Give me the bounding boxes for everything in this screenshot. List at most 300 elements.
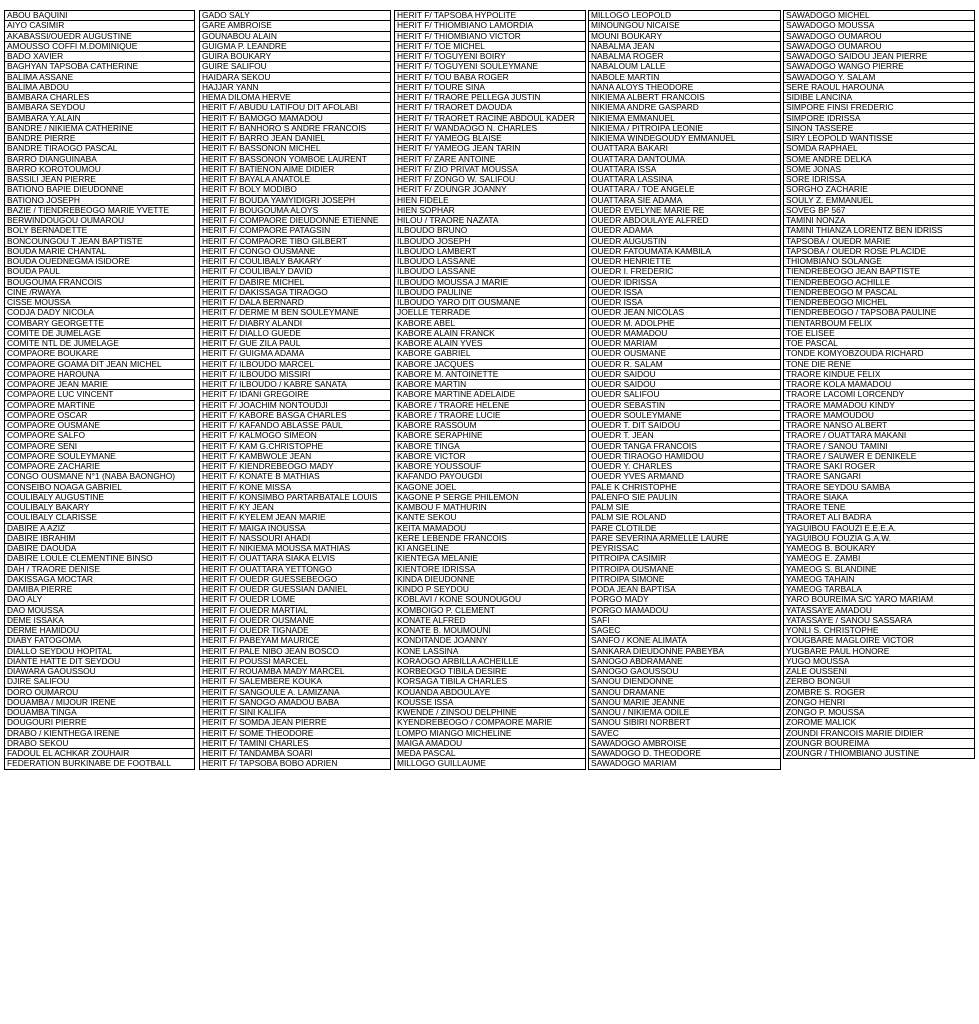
name-cell: ILBOUDO BRUNO: [394, 225, 586, 236]
name-cell: COMITE DE JUMELAGE: [4, 328, 195, 339]
name-cell: YAMEOG S. BLANDINE: [783, 564, 975, 575]
name-cell: CINE /RWAYA: [4, 287, 195, 298]
name-cell: KOMBOIGO P. CLEMENT: [394, 605, 586, 616]
name-cell: HERIT F/ MAIGA INOUSSA: [199, 523, 391, 534]
name-cell: HERIT F/ COMPAORE DIEUDONNE ETIENNE: [199, 215, 391, 226]
name-cell: HERIT F/ TAPSOBA BOBO ADRIEN: [199, 758, 391, 769]
name-cell: HERIT F/ OUEDR TIGNADE: [199, 625, 391, 636]
name-cell: KABORE ABEL: [394, 318, 586, 329]
name-cell: KABORE YOUSSOUF: [394, 461, 586, 472]
name-cell: SAWADOGO MOUSSA: [783, 20, 975, 31]
name-cell: COMPAORE SENI: [4, 441, 195, 452]
name-cell: HERIT F/ JOACHIM NONTOUDJI: [199, 400, 391, 411]
name-cell: YAMEOG TARBALA: [783, 584, 975, 595]
name-cell: COMPAORE JEAN MARIE: [4, 379, 195, 390]
name-cell: HERIT F/ ZARE ANTOINE: [394, 154, 586, 165]
name-cell: ILBOUDO LASSANE: [394, 256, 586, 267]
name-cell: GADO SALY: [199, 10, 391, 21]
name-cell: GUIGMA P. LEANDRE: [199, 41, 391, 52]
name-cell: YAMEOG B. BOUKARY: [783, 543, 975, 554]
name-cell: HERIT F/ KY JEAN: [199, 502, 391, 513]
name-cell: SOMDA RAPHAEL: [783, 143, 975, 154]
name-cell: COMPAORE BOUKARE: [4, 348, 195, 359]
name-cell: SIRY LEOPOLD WANTISSE: [783, 133, 975, 144]
name-cell: OUEDR T. DIT SAIDOU: [588, 420, 781, 431]
name-column-1: [4, 10, 195, 769]
name-cell: KEITA MAMADOU: [394, 523, 586, 534]
name-cell: NABOLE MARTIN: [588, 72, 781, 83]
name-cell: TRAORE MAMOUDOU: [783, 410, 975, 421]
name-cell: SANOU SIBIRI NORBERT: [588, 717, 781, 728]
name-cell: HERIT F/ YAMEOG BLAISE: [394, 133, 586, 144]
name-cell: BARRO KOROTOUMOU: [4, 164, 195, 175]
name-cell: HEMA DILOMA HERVE: [199, 92, 391, 103]
name-cell: HERIT F/ KABORE BASGA CHARLES: [199, 410, 391, 421]
name-cell: HERIT F/ OUEDR GUESSEBEOGO: [199, 574, 391, 585]
name-cell: ZONGO HENRI: [783, 697, 975, 708]
name-cell: TIENDREBEOGO MICHEL: [783, 297, 975, 308]
name-cell: KI ANGELINE: [394, 543, 586, 554]
name-cell: SANOGO ABDRAMANE: [588, 656, 781, 667]
name-cell: HERIT F/ TANDAMBA SOARI: [199, 748, 391, 759]
name-cell: HERIT F/ KONATE B MATHIAS: [199, 471, 391, 482]
name-cell: HERIT F/ BATIENON AIME DIDIER: [199, 164, 391, 175]
name-cell: NIKIEMA EMMANUEL: [588, 113, 781, 124]
name-cell: HERIT F/ SANGOULE A. LAMIZANA: [199, 687, 391, 698]
name-cell: COULIBALY BAKARY: [4, 502, 195, 513]
name-cell: COMITE NTL DE JUMELAGE: [4, 338, 195, 349]
name-cell: KABORE ALAIN FRANCK: [394, 328, 586, 339]
name-cell: DABIRE A AZIZ: [4, 523, 195, 534]
name-cell: TRAORE NANSO ALBERT: [783, 420, 975, 431]
name-cell: COMPAORE HAROUNA: [4, 369, 195, 380]
name-cell: COMPAORE LUC VINCENT: [4, 389, 195, 400]
name-cell: HERIT F/ BOUDA YAMYIDIGRI JOSEPH: [199, 195, 391, 206]
name-cell: HERIT F/ NIKIEMA MOUSSA MATHIAS: [199, 543, 391, 554]
name-cell: HERIT F/ KAMBWOLE JEAN: [199, 451, 391, 462]
name-cell: YONLI S. CHRISTOPHE: [783, 625, 975, 636]
name-cell: KOBLAVI / KONE SOUNOUGOU: [394, 594, 586, 605]
name-cell: SANOU DIENDONNE: [588, 676, 781, 687]
name-cell: HERIT F/ TRAORET RACINE ABDOUL KADER: [394, 113, 586, 124]
name-cell: TRAORET ALI BADRA: [783, 512, 975, 523]
name-cell: SAWADOGO OUMAROU: [783, 41, 975, 52]
name-cell: SIMPORE IDRISSA: [783, 113, 975, 124]
name-cell: KABORE TINGA: [394, 441, 586, 452]
name-cell: NIKIEMA ALBERT FRANCOIS: [588, 92, 781, 103]
name-cell: KANTE SEKOU: [394, 512, 586, 523]
name-cell: COMPAORE SOULEYMANE: [4, 451, 195, 462]
name-cell: DAH / TRAORE DENISE: [4, 564, 195, 575]
name-cell: OUATTARA / TOE ANGELE: [588, 184, 781, 195]
name-cell: KABORE M. ANTOINETTE: [394, 369, 586, 380]
name-cell: HERIT F/ DIABRY ALANDI: [199, 318, 391, 329]
name-cell: HERIT F/ DABIRE MICHEL: [199, 277, 391, 288]
name-cell: PALM SIE: [588, 502, 781, 513]
name-cell: HERIT F/ KONE MISSA: [199, 482, 391, 493]
name-cell: ZOUNDI FRANCOIS MARIE DIDIER: [783, 728, 975, 739]
name-cell: KINDA DIEUDONNE: [394, 574, 586, 585]
name-cell: DOUGOURI PIERRE: [4, 717, 195, 728]
name-cell: HERIT F/ SANOGO AMADOU BABA: [199, 697, 391, 708]
name-cell: KABORE JACQUES: [394, 359, 586, 370]
name-cell: KAGONE JOEL: [394, 482, 586, 493]
name-cell: SOVEG BP 567: [783, 205, 975, 216]
name-cell: AKABASSI/OUEDR AUGUSTINE: [4, 31, 195, 42]
name-cell: OUEDR MARIAM: [588, 338, 781, 349]
name-cell: COULIBALY CLARISSE: [4, 512, 195, 523]
name-cell: THIOMBIANO SOLANGE: [783, 256, 975, 267]
name-cell: KABORE GABRIEL: [394, 348, 586, 359]
name-cell: TAPSOBA / OUEDR ROSE PLACIDE: [783, 246, 975, 257]
name-cell: HERIT F/ BOUGOUMA ALOYS: [199, 205, 391, 216]
name-cell: PEYRISSAC: [588, 543, 781, 554]
name-cell: KWENDE / ZINSOU DELPHINE: [394, 707, 586, 718]
name-cell: YAGUIBOU FOUZIA G.A.W.: [783, 533, 975, 544]
name-cell: BONCOUNGOU T JEAN BAPTISTE: [4, 236, 195, 247]
name-cell: BAMBARA SEYDOU: [4, 102, 195, 113]
name-cell: SANFO / KONE ALIMATA: [588, 635, 781, 646]
name-cell: KIENTEGA MELANIE: [394, 553, 586, 564]
name-cell: HERIT F/ KALMOGO SIMEON: [199, 430, 391, 441]
name-cell: HERIT F/ BOLY MODIBO: [199, 184, 391, 195]
name-cell: BOUDA OUEDNEGMA ISIDORE: [4, 256, 195, 267]
name-cell: HERIT F/ OUATTARA YETTONGO: [199, 564, 391, 575]
name-cell: DABIRE DAOUDA: [4, 543, 195, 554]
name-cell: BAMBARA Y.ALAIN: [4, 113, 195, 124]
name-cell: TIENDREBEOGO ACHILLE: [783, 277, 975, 288]
name-cell: KABORE RASSOUM: [394, 420, 586, 431]
name-cell: SANOU MARIE JEANNE: [588, 697, 781, 708]
name-cell: OUATTARA SIE ADAMA: [588, 195, 781, 206]
name-cell: BATIONO BAPIE DIEUDONNE: [4, 184, 195, 195]
name-cell: COMPAORE OUSMANE: [4, 420, 195, 431]
name-cell: OUEDR ABDOULAYE ALFRED: [588, 215, 781, 226]
name-cell: HERIT F/ OUEDR OUSMANE: [199, 615, 391, 626]
name-cell: HERIT F/ KIENDREBEOGO MADY: [199, 461, 391, 472]
name-cell: HERIT F/ TAPSOBA HYPOLITE: [394, 10, 586, 21]
name-cell: NIKIEMA / PITROIPA LEONIE: [588, 123, 781, 134]
name-cell: OUEDR TIRAOGO HAMIDOU: [588, 451, 781, 462]
name-cell: HERIT F/ TRAORE PELLEGA JUSTIN: [394, 92, 586, 103]
name-cell: SAWADOGO Y. SALAM: [783, 72, 975, 83]
name-cell: OUEDR ISSA: [588, 287, 781, 298]
name-cell: TOE ELISEE: [783, 328, 975, 339]
name-cell: BAGHYAN TAPSOBA CATHERINE: [4, 61, 195, 72]
name-cell: OUEDR IDRISSA: [588, 277, 781, 288]
name-cell: PARE SEVERINA ARMELLE LAURE: [588, 533, 781, 544]
name-cell: TAPSOBA / OUEDR MARIE: [783, 236, 975, 247]
name-cell: HERIT F/ COMPAORE TIBO GILBERT: [199, 236, 391, 247]
name-cell: ILBOUDO LASSANE: [394, 266, 586, 277]
name-cell: MEDA PASCAL: [394, 748, 586, 759]
name-cell: OUEDR SAIDOU: [588, 379, 781, 390]
name-cell: TRAORE / SANOU TAMINI: [783, 441, 975, 452]
name-cell: DRABO SEKOU: [4, 738, 195, 749]
name-cell: ABOU BAQUINI: [4, 10, 195, 21]
name-cell: KINDO P SEYDOU: [394, 584, 586, 595]
name-cell: OUEDR ADAMA: [588, 225, 781, 236]
name-cell: TRAORE MAMADOU KINDY: [783, 400, 975, 411]
name-cell: KERE LEBENDE FRANCOIS: [394, 533, 586, 544]
name-cell: HERIT F/ BAYALA ANATOLE: [199, 174, 391, 185]
name-cell: HERIT F/ ABUDU LATIFOU DIT AFOLABI: [199, 102, 391, 113]
name-cell: TIENDREBEOGO / TAPSOBA PAULINE: [783, 307, 975, 318]
name-cell: TRAORE KOLA MAMADOU: [783, 379, 975, 390]
name-cell: OUEDR T. JEAN: [588, 430, 781, 441]
name-cell: DAMIBA PIERRE: [4, 584, 195, 595]
name-cell: SOULY Z. EMMANUEL: [783, 195, 975, 206]
name-cell: YATASSAYE AMADOU: [783, 605, 975, 616]
name-cell: HIEN FIDELE: [394, 195, 586, 206]
name-cell: BAZIE / TIENDREBEOGO MARIE YVETTE: [4, 205, 195, 216]
name-cell: SAWADOGO D. THEODORE: [588, 748, 781, 759]
name-column-5: [783, 10, 975, 758]
name-cell: SANKARA DIEUDONNE PABEYBA: [588, 646, 781, 657]
name-cell: ILBOUDO YARO DIT OUSMANE: [394, 297, 586, 308]
name-cell: SANOU / NIKIEMA ODILE: [588, 707, 781, 718]
name-cell: HERIT F/ BAMOGO MAMADOU: [199, 113, 391, 124]
name-cell: HERIT F/ OUEDR MARTIAL: [199, 605, 391, 616]
name-cell: SANOGO GAOUSSOU: [588, 666, 781, 677]
name-cell: OUEDR FATOUMATA KAMBILA: [588, 246, 781, 257]
name-cell: KABORE MARTINE ADELAIDE: [394, 389, 586, 400]
name-cell: OUATTARA LASSINA: [588, 174, 781, 185]
name-cell: BANDRE PIERRE: [4, 133, 195, 144]
name-cell: BANDRE TIRAOGO PASCAL: [4, 143, 195, 154]
name-cell: FEDERATION BURKINABE DE FOOTBALL: [4, 758, 195, 769]
name-cell: PARE CLOTILDE: [588, 523, 781, 534]
name-cell: PORGO MADY: [588, 594, 781, 605]
name-cell: TIENDREBEOGO JEAN BAPTISTE: [783, 266, 975, 277]
name-cell: HERIT F/ TOURE SINA: [394, 82, 586, 93]
name-cell: OUEDR TANGA FRANCOIS: [588, 441, 781, 452]
name-cell: SAWADOGO SAIDOU JEAN PIERRE: [783, 51, 975, 62]
name-cell: HERIT F/ DERME M BEN SOULEYMANE: [199, 307, 391, 318]
name-cell: BALIMA ASSANE: [4, 72, 195, 83]
name-cell: HERIT F/ OUEDR GUESSIAN DANIEL: [199, 584, 391, 595]
name-cell: DABIRE LOULE CLEMENTINE BINSO: [4, 553, 195, 564]
name-cell: DIAWARA GAOUSSOU: [4, 666, 195, 677]
name-cell: KABORE / TRAORE LUCIE: [394, 410, 586, 421]
name-cell: YOUGBARE MAGLOIRE VICTOR: [783, 635, 975, 646]
name-cell: ILBOUDO LAMBERT: [394, 246, 586, 257]
name-cell: HIEN SOPHAR: [394, 205, 586, 216]
name-cell: DIANTE HATTE DIT SEYDOU: [4, 656, 195, 667]
name-cell: OUEDR R. SALAM: [588, 359, 781, 370]
name-cell: SAWADOGO OUMAROU: [783, 31, 975, 42]
name-cell: ILBOUDO MOUSSA J MARIE: [394, 277, 586, 288]
name-cell: SORGHO ZACHARIE: [783, 184, 975, 195]
name-cell: FADOUL EL ACHKAR ZOUHAIR: [4, 748, 195, 759]
name-column-4: [588, 10, 781, 769]
name-cell: HERIT F/ DIALLO GUEDE: [199, 328, 391, 339]
name-cell: MILLOGO LEOPOLD: [588, 10, 781, 21]
name-cell: HERIT F/ CONGO OUSMANE: [199, 246, 391, 257]
name-cell: BANDRE / NIKIEMA CATHERINE: [4, 123, 195, 134]
name-cell: TRAORE / SAUWER E DENIKELE: [783, 451, 975, 462]
name-cell: BOUDA PAUL: [4, 266, 195, 277]
name-cell: DERME HAMIDOU: [4, 625, 195, 636]
name-cell: DAKISSAGA MOCTAR: [4, 574, 195, 585]
name-cell: HERIT F/ OUATTARA SIAKA ELVIS: [199, 553, 391, 564]
name-cell: TRAORE KINDUE FELIX: [783, 369, 975, 380]
name-cell: KAMBOU F MATHURIN: [394, 502, 586, 513]
name-cell: HERIT F/ SOMDA JEAN PIERRE: [199, 717, 391, 728]
name-column-3: [394, 10, 586, 769]
name-cell: YARO BOUREIMA S/C YARO MARIAM: [783, 594, 975, 605]
name-cell: PALM SIE ROLAND: [588, 512, 781, 523]
name-cell: COMPAORE ZACHARIE: [4, 461, 195, 472]
name-cell: GUIRE SALIFOU: [199, 61, 391, 72]
name-cell: NIKIEMA WINDEGOUDY EMMANUEL: [588, 133, 781, 144]
name-cell: OUEDR ISSA: [588, 297, 781, 308]
name-cell: BATIONO JOSEPH: [4, 195, 195, 206]
name-cell: DORO OUMAROU: [4, 687, 195, 698]
name-cell: SIMPORE FINSI FREDERIC: [783, 102, 975, 113]
name-cell: HERIT F/ THIOMBIANO VICTOR: [394, 31, 586, 42]
name-cell: KABORE SERAPHINE: [394, 430, 586, 441]
name-cell: COMBARY GEORGETTE: [4, 318, 195, 329]
name-cell: GOUNABOU ALAIN: [199, 31, 391, 42]
name-cell: HERIT F/ ZIO PRIVAT MOUSSA: [394, 164, 586, 175]
name-cell: OUEDR OUSMANE: [588, 348, 781, 359]
name-cell: HERIT F/ ILBOUDO MARCEL: [199, 359, 391, 370]
name-cell: HERIT F/ POUSSI MARCEL: [199, 656, 391, 667]
name-cell: HERIT F/ TOGUYENI SOULEYMANE: [394, 61, 586, 72]
name-cell: KAFANDO PAYOUGDI: [394, 471, 586, 482]
name-cell: KONATE B. MOUMOUNI: [394, 625, 586, 636]
name-cell: YATASSAYE / SANOU SASSARA: [783, 615, 975, 626]
name-cell: NABALMA JEAN: [588, 41, 781, 52]
name-cell: OUEDR MAMADOU: [588, 328, 781, 339]
name-cell: PALE K CHRISTOPHE: [588, 482, 781, 493]
name-cell: DIALLO SEYDOU HOPITAL: [4, 646, 195, 657]
name-cell: TOE PASCAL: [783, 338, 975, 349]
name-cell: KOUSSE ISSA: [394, 697, 586, 708]
name-cell: OUEDR AUGUSTIN: [588, 236, 781, 247]
name-cell: TIENDREBEOGO M PASCAL: [783, 287, 975, 298]
name-cell: KORAOGO ARBILLA ACHEILLE: [394, 656, 586, 667]
name-cell: HERIT F/ ZONGO W. SALIFOU: [394, 174, 586, 185]
name-cell: HERIT F/ COMPAORE PATAGSIN: [199, 225, 391, 236]
name-cell: PALENFO SIE PAULIN: [588, 492, 781, 503]
name-cell: ZOUNGR / THIOMBIANO JUSTINE: [783, 748, 975, 759]
name-cell: BARRO DIANGUINABA: [4, 154, 195, 165]
name-cell: AMOUSSO COFFI M.DOMINIQUE: [4, 41, 195, 52]
name-cell: PORGO MAMADOU: [588, 605, 781, 616]
name-cell: SAFI: [588, 615, 781, 626]
name-cell: HERIT F/ KYELEM JEAN MARIE: [199, 512, 391, 523]
name-cell: KONE LASSINA: [394, 646, 586, 657]
name-cell: SAWADOGO AMBROISE: [588, 738, 781, 749]
name-cell: COMPAORE GOAMA DIT JEAN MICHEL: [4, 359, 195, 370]
name-cell: HILOU / TRAORE NAZATA: [394, 215, 586, 226]
name-cell: NANA ALOYS THEODORE: [588, 82, 781, 93]
name-cell: KABORE ALAIN YVES: [394, 338, 586, 349]
name-cell: SERE RAOUL HAROUNA: [783, 82, 975, 93]
name-cell: PODA JEAN BAPTISA: [588, 584, 781, 595]
name-cell: GUIRA BOUKARY: [199, 51, 391, 62]
name-cell: OUEDR YVES ARMAND: [588, 471, 781, 482]
name-cell: SANOU DRAMANE: [588, 687, 781, 698]
name-cell: CISSE MOUSSA: [4, 297, 195, 308]
name-cell: ILBOUDO PAULINE: [394, 287, 586, 298]
name-cell: MAIGA AMADOU: [394, 738, 586, 749]
name-cell: HERIT F/ BASSONON MICHEL: [199, 143, 391, 154]
name-cell: SOME ANDRE DELKA: [783, 154, 975, 165]
name-cell: OUEDR Y. CHARLES: [588, 461, 781, 472]
name-cell: BALIMA ABDOU: [4, 82, 195, 93]
name-cell: KABORE / TRAORE HELENE: [394, 400, 586, 411]
name-cell: NABALMA ROGER: [588, 51, 781, 62]
name-cell: HERIT F/ BASSONON YOMBOE LAURENT: [199, 154, 391, 165]
name-cell: ILBOUDO JOSEPH: [394, 236, 586, 247]
name-cell: HERIT F/ PABEYAM MAURICE: [199, 635, 391, 646]
name-cell: TRAORE SANGARI: [783, 471, 975, 482]
name-cell: HERIT F/ OUEDR LOME: [199, 594, 391, 605]
name-cell: DOUAMBA TINGA: [4, 707, 195, 718]
name-cell: CONGO OUSMANE N°1 (NABA BAONGHO): [4, 471, 195, 482]
name-cell: SIDIBE LANCINA: [783, 92, 975, 103]
name-cell: MILLOGO GUILLAUME: [394, 758, 586, 769]
name-cell: SAWADOGO WANGO PIERRE: [783, 61, 975, 72]
name-cell: SAWADOGO MICHEL: [783, 10, 975, 21]
name-cell: BASSILI JEAN PIERRE: [4, 174, 195, 185]
name-cell: JOELLE TERRADE: [394, 307, 586, 318]
name-cell: DABIRE IBRAHIM: [4, 533, 195, 544]
name-cell: HERIT F/ GUE ZILA PAUL: [199, 338, 391, 349]
name-cell: OUEDR SOULEYMANE: [588, 410, 781, 421]
name-cell: KONDITANDE JOANNY: [394, 635, 586, 646]
name-cell: MINOUNGOU NICAISE: [588, 20, 781, 31]
name-cell: HERIT F/ THIOMBIANO LAMORDIA: [394, 20, 586, 31]
name-cell: PITROIPA CASIMIR: [588, 553, 781, 564]
name-cell: SAVEC: [588, 728, 781, 739]
name-cell: HERIT F/ SINI KALIFA: [199, 707, 391, 718]
name-cell: KABORE VICTOR: [394, 451, 586, 462]
name-cell: HERIT F/ TOU BABA ROGER: [394, 72, 586, 83]
name-cell: HERIT F/ KAM G.CHRISTOPHE: [199, 441, 391, 452]
name-cell: HERIT F/ WANDAOGO N. CHARLES: [394, 123, 586, 134]
name-cell: SINON TASSERE: [783, 123, 975, 134]
name-cell: OUEDR EVELYNE MARIE RE: [588, 205, 781, 216]
name-cell: PITROIPA OUSMANE: [588, 564, 781, 575]
name-cell: COMPAORE OSCAR: [4, 410, 195, 421]
name-cell: TRAORE SIAKA: [783, 492, 975, 503]
name-column-2: [199, 10, 391, 769]
name-cell: ZONGO P. MOUSSA: [783, 707, 975, 718]
name-cell: DIABY FATOGOMA: [4, 635, 195, 646]
name-cell: TRAORE SEYDOU SAMBA: [783, 482, 975, 493]
name-cell: COULIBALY AUGUSTINE: [4, 492, 195, 503]
name-cell: DAO MOUSSA: [4, 605, 195, 616]
name-cell: TRAORE LACOMI LORCENDY: [783, 389, 975, 400]
name-cell: HERIT F/ IDANI GREGOIRE: [199, 389, 391, 400]
name-cell: DJIRE SALIFOU: [4, 676, 195, 687]
name-cell: OUATTARA BAKARI: [588, 143, 781, 154]
name-cell: HERIT F/ COULIBALY DAVID: [199, 266, 391, 277]
name-cell: AIYO CASIMIR: [4, 20, 195, 31]
name-cell: HERIT F/ KONSIMBO PARTARBATALE LOUIS: [199, 492, 391, 503]
name-cell: HERIT F/ ILBOUDO MISSIRI: [199, 369, 391, 380]
name-cell: HERIT F/ ZOUNGR JOANNY: [394, 184, 586, 195]
name-cell: HERIT F/ DALA BERNARD: [199, 297, 391, 308]
name-cell: KORSAGA TIBILA CHARLES: [394, 676, 586, 687]
name-cell: COMPAORE MARTINE: [4, 400, 195, 411]
name-cell: YAMEOG E. ZAMBI: [783, 553, 975, 564]
name-cell: CONSEIBO NOAGA GABRIEL: [4, 482, 195, 493]
